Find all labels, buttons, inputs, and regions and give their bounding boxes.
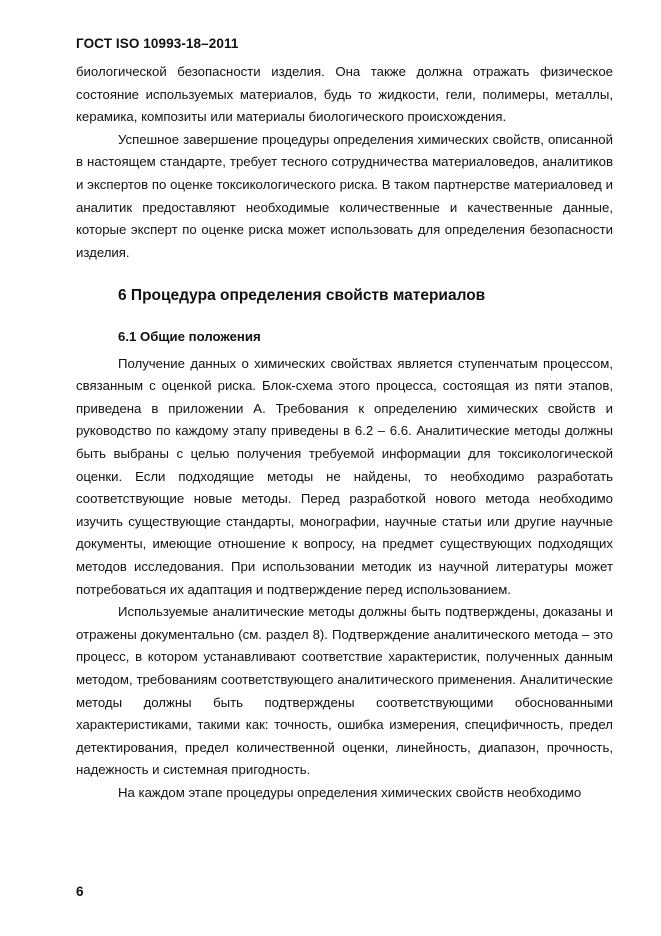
section-body	[76, 326, 613, 804]
subsection-title: 6.1 Общие положения	[118, 329, 261, 344]
paragraph: Успешное завершение процедуры определения химических свойств, описанной в настоящем стандарте, требует тесного сотрудничества материаловедов, аналитиков и экспертов по оценке токсикологического риска. В таком партнерстве материаловед и аналитик предоставляют необходимые количественные и качественные данные, которые эксперт по оценке риска может использовать для определения безопасности изделия.	[76, 131, 613, 260]
document-header: ГОСТ ISO 10993-18–2011	[76, 36, 239, 51]
section-title: 6 Процедура определения свойств материалов	[118, 287, 486, 304]
page-number: 6	[76, 884, 84, 899]
paragraph: Получение данных о химических свойствах является ступенчатым процессом, связанным с оценкой риска. Блок-схема этого процесса, состоящая из пяти этапов, приведена в приложении А. Требования к определению химических свойств и руководство по каждому этапу приведены в 6.2 – 6.6. Аналитические методы должны быть выбраны с целью получения требуемой информации для токсикологической оценки. Если подходящие методы не найдены, то необходимо разработать соответствующие новые методы. Перед разработкой нового метода необходимо изучить существующие стандарты, монографии, научные статьи или другие научные документы, имеющие отношение к вопросу, на предмет существующих подходящих методов исследования. При использовании методик из научной литературы может потребоваться их адаптация и подтверждение перед использованием.	[76, 355, 613, 597]
paragraph: биологической безопасности изделия. Она также должна отражать физическое состояние используемых материалов, будь то жидкости, гели, полимеры, металлы, керамика, композиты или материалы биологического происхождения.	[76, 64, 613, 125]
paragraph: Используемые аналитические методы должны быть подтверждены, доказаны и отражены документально (см. раздел 8). Подтверждение аналитического метода – это процесс, в котором устанавливают соответствие характеристик, полученных данным методом, требованиям соответствующего аналитического применения. Аналитические методы должны быть подтверждены соответствующими обоснованными характеристиками, такими как: точность, ошибка измерения, специфичность, предел детектирования, предел количественной оценки, линейность, диапазон, прочность, надежность и системная пригодность.	[76, 604, 613, 778]
paragraph: На каждом этапе процедуры определения химических свойств необходимо	[118, 784, 582, 800]
body-top	[76, 61, 613, 264]
